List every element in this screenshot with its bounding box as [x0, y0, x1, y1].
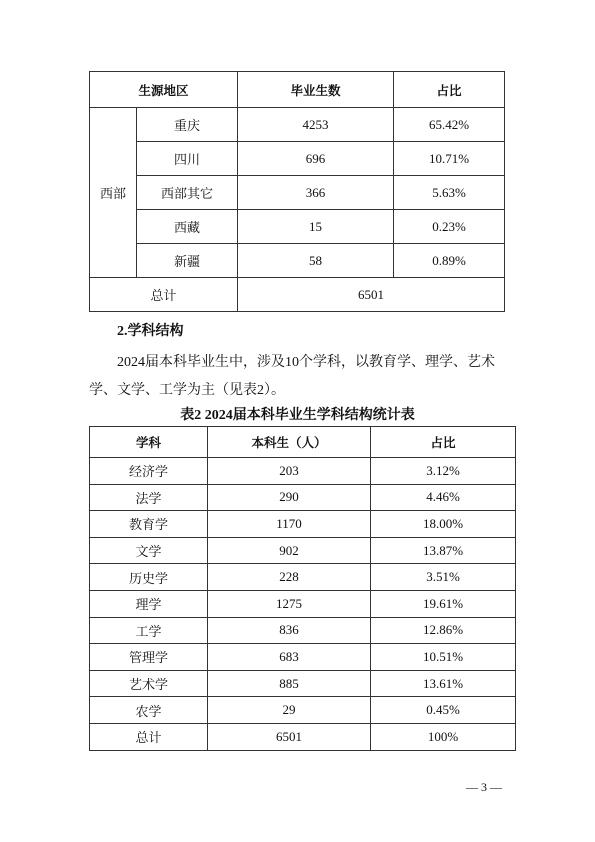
col-header-count: 毕业生数 — [238, 72, 394, 108]
students-cell: 1170 — [208, 511, 371, 538]
col-header-pct: 占比 — [394, 72, 505, 108]
count-cell: 4253 — [238, 108, 394, 142]
body-paragraph: 2024届本科毕业生中，涉及10个学科，以教育学、理学、艺术学、文学、工学为主（见表2）。 — [89, 355, 495, 398]
discipline-cell: 教育学 — [90, 511, 208, 538]
discipline-cell: 艺术学 — [90, 670, 208, 697]
students-cell: 203 — [208, 458, 371, 485]
table-row — [90, 564, 516, 591]
section-heading: 2.学科结构 — [117, 324, 184, 339]
subregion-cell: 四川 — [137, 142, 238, 176]
students-cell: 290 — [208, 484, 371, 511]
pct-cell: 12.86% — [371, 617, 516, 644]
table-row — [90, 644, 516, 671]
subregion-cell: 西藏 — [137, 210, 238, 244]
pct-cell: 65.42% — [394, 108, 505, 142]
pct-cell: 13.61% — [371, 670, 516, 697]
table-row — [90, 142, 505, 176]
col-header-students: 本科生（人） — [208, 427, 371, 458]
count-cell: 696 — [238, 142, 394, 176]
table-row — [90, 458, 516, 485]
discipline-cell: 理学 — [90, 590, 208, 617]
pct-cell: 0.23% — [394, 210, 505, 244]
subregion-cell: 新疆 — [137, 244, 238, 278]
table-row — [90, 511, 516, 538]
discipline-cell: 总计 — [90, 723, 208, 750]
table-row — [90, 210, 505, 244]
students-cell: 836 — [208, 617, 371, 644]
pct-cell: 18.00% — [371, 511, 516, 538]
total-label: 总计 — [90, 278, 238, 312]
discipline-cell: 历史学 — [90, 564, 208, 591]
table-row — [90, 244, 505, 278]
total-value: 6501 — [238, 278, 505, 312]
discipline-cell: 管理学 — [90, 644, 208, 671]
subregion-cell: 重庆 — [137, 108, 238, 142]
pct-cell: 10.71% — [394, 142, 505, 176]
pct-cell: 0.45% — [371, 697, 516, 724]
col-header-region: 生源地区 — [90, 72, 238, 108]
students-cell: 1275 — [208, 590, 371, 617]
count-cell: 366 — [238, 176, 394, 210]
discipline-cell: 法学 — [90, 484, 208, 511]
students-cell: 228 — [208, 564, 371, 591]
count-cell: 58 — [238, 244, 394, 278]
pct-cell: 3.51% — [371, 564, 516, 591]
pct-cell: 13.87% — [371, 537, 516, 564]
discipline-cell: 工学 — [90, 617, 208, 644]
table-row — [90, 590, 516, 617]
discipline-cell: 经济学 — [90, 458, 208, 485]
students-cell: 885 — [208, 670, 371, 697]
col-header-pct: 占比 — [371, 427, 516, 458]
table-row — [90, 697, 516, 724]
pct-cell: 19.61% — [371, 590, 516, 617]
table-header-row — [90, 72, 505, 108]
discipline-cell: 农学 — [90, 697, 208, 724]
table-row — [90, 176, 505, 210]
pct-cell: 100% — [371, 723, 516, 750]
subregion-cell: 西部其它 — [137, 176, 238, 210]
pct-cell: 4.46% — [371, 484, 516, 511]
region-cell: 西部 — [90, 108, 137, 278]
discipline-cell: 文学 — [90, 537, 208, 564]
table-row — [90, 108, 505, 142]
page-number: — 3 — — [466, 780, 502, 794]
count-cell: 15 — [238, 210, 394, 244]
students-cell: 683 — [208, 644, 371, 671]
table-header-row — [90, 427, 516, 458]
discipline-table — [89, 426, 516, 751]
table-row — [90, 670, 516, 697]
pct-cell: 5.63% — [394, 176, 505, 210]
students-cell: 6501 — [208, 723, 371, 750]
table-row — [90, 617, 516, 644]
table-row — [90, 484, 516, 511]
pct-cell: 0.89% — [394, 244, 505, 278]
col-header-discipline: 学科 — [90, 427, 208, 458]
pct-cell: 3.12% — [371, 458, 516, 485]
total-row — [90, 723, 516, 750]
table-caption: 表2 2024届本科毕业生学科结构统计表 — [180, 408, 415, 423]
table-row — [90, 537, 516, 564]
total-row — [90, 278, 505, 312]
pct-cell: 10.51% — [371, 644, 516, 671]
region-table — [89, 71, 505, 312]
students-cell: 902 — [208, 537, 371, 564]
students-cell: 29 — [208, 697, 371, 724]
